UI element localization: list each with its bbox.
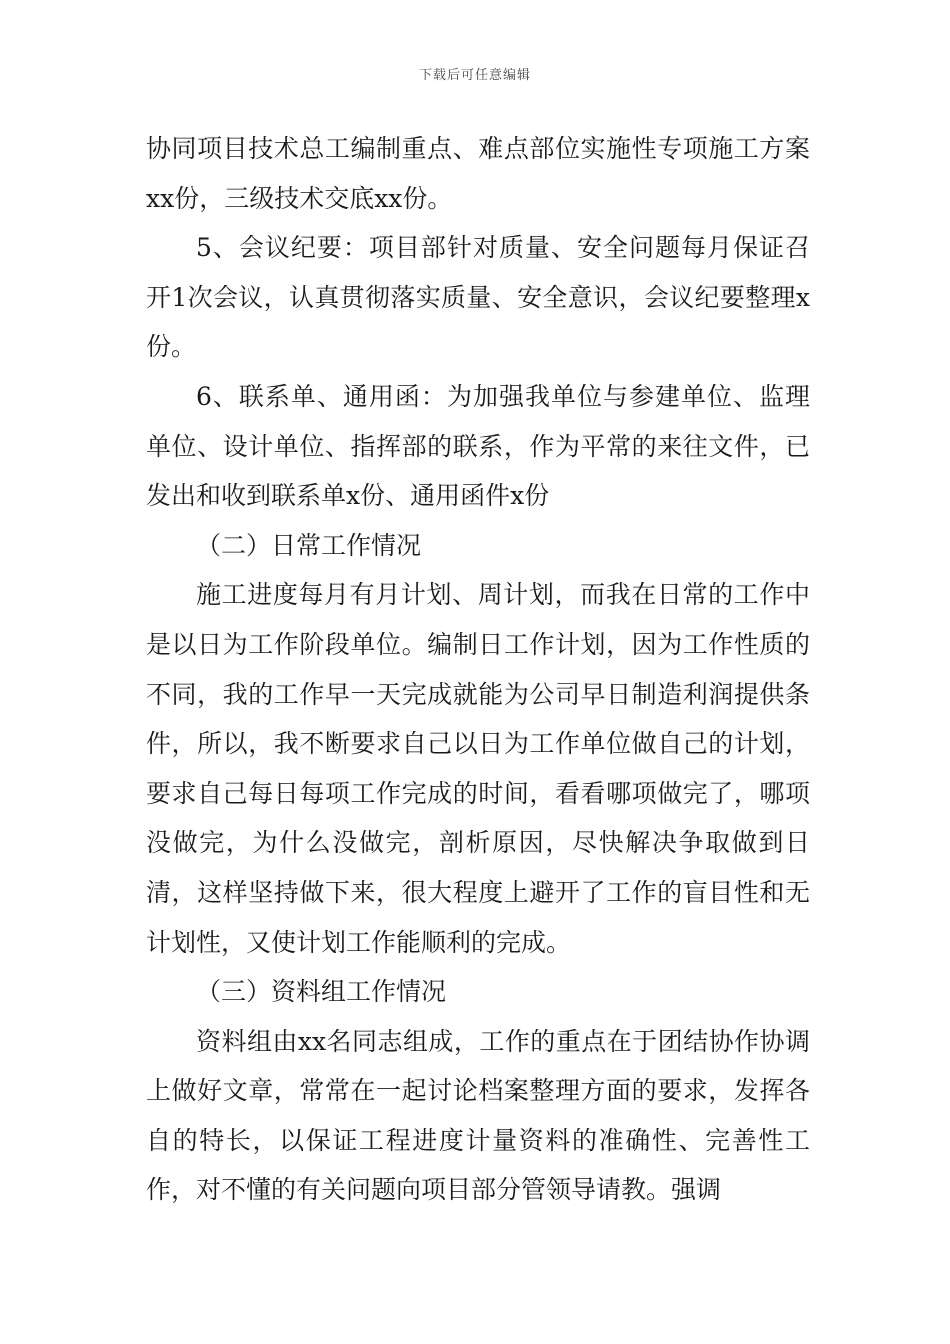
page-header-note: 下载后可任意编辑 [418,68,531,83]
document-body [146,124,810,1215]
paragraph-meeting-minutes: 5、会议纪要：项目部针对质量、安全问题每月保证召开1次会议，认真贯彻落实质量、安全意识，会议纪要整理x份。 [146,233,810,362]
paragraph-contact-letters: 6、联系单、通用函：为加强我单位与参建单位、监理单位、设计单位、指挥部的联系，作为平常的来往文件，已发出和收到联系单x份、通用函件x份 [146,381,810,511]
section-heading-data-group: （三）资料组工作情况 [196,977,447,1007]
section-heading-daily-work: （二）日常工作情况 [196,530,422,560]
paragraph-daily-work: 施工进度每月有月计划、周计划，而我在日常的工作中是以日为工作阶段单位。编制日工作计划，因为工作性质的不同，我的工作早一天完成就能为公司早日制造利润提供条件，所以，我不断要求自己以日为工作单位做自己的计划，要求自己每日每项工作完成的时间，看看哪项做完了，哪项没做完，为什么没做完，剖析原因，尽快解决争取做到日清，这样坚持做下来，很大程度上避开了工作的盲目性和无计划性，又使计划工作能顺利的完成。 [146,580,810,957]
paragraph-continuation: 协同项目技术总工编制重点、难点部位实施性专项施工方案xx份，三级技术交底xx份。 [146,134,810,213]
paragraph-data-group: 资料组由xx名同志组成，工作的重点在于团结协作协调上做好文章，常常在一起讨论档案整理方面的要求，发挥各自的特长，以保证工程进度计量资料的准确性、完善性工作，对不懂的有关问题向项目部分管领导请教。强调 [146,1026,810,1205]
